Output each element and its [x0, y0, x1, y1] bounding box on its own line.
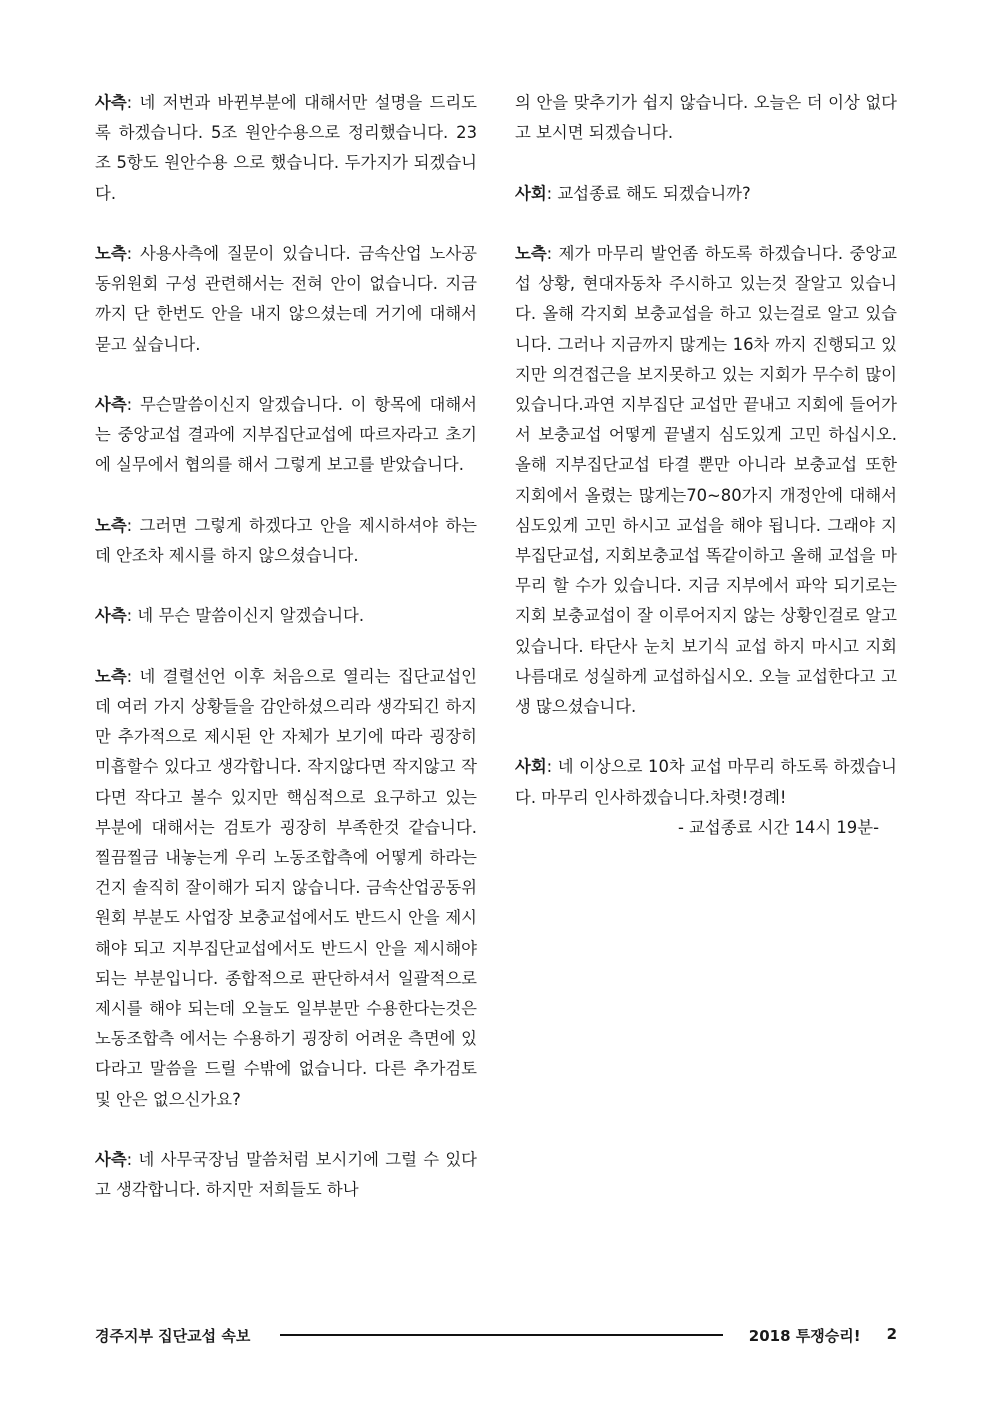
transcript-paragraph — [95, 390, 477, 481]
speaker-label: 사측 — [95, 395, 127, 414]
transcript-paragraph — [515, 752, 897, 812]
speech-text: : 무슨말씀이신지 알겠습니다. 이 항목에 대해서는 중앙교섭 결과에 지부집단교섭에 따르자라고 초기에 실무에서 협의를 해서 그렇게 보고를 받았습니다. — [95, 395, 477, 475]
speech-text: : 네 무슨 말씀이신지 알겠습니다. — [126, 606, 365, 626]
transcript-paragraph — [515, 88, 897, 148]
closing-note: - 교섭종료 시간 14시 19분- — [677, 817, 879, 837]
footer-divider — [280, 1334, 722, 1336]
speaker-label: 사측 — [95, 1150, 127, 1170]
transcript-paragraph — [95, 1145, 477, 1205]
speech-text: : 사용사측에 질문이 있습니다. 금속산업 노사공동위원회 구성 관련해서는 전혀 안이 없습니다. 지금까지 단 한번도 안을 내지 않으셨는데 거기에 대해서 묻고 싶습니다. — [95, 244, 477, 354]
speaker-label: 사측 — [95, 93, 127, 112]
footer-title: 경주지부 집단교섭 속보 — [95, 1326, 251, 1345]
transcript-paragraph — [95, 662, 477, 1115]
speaker-label: 노측 — [95, 244, 127, 263]
speaker-label: 사측 — [95, 606, 127, 626]
speaker-label: 사회 — [515, 183, 547, 203]
speech-text: : 네 저번과 바뀐부분에 대해서만 설명을 드리도록 하겠습니다. 5조 원안수용으로 정리했습니다. 23조 5항도 원안수용 으로 했습니다. 두가지가 되겠습니다. — [95, 93, 477, 203]
speaker-label: 노측 — [95, 666, 127, 686]
speech-text: : 네 이상으로 10차 교섭 마무리 하도록 하겠습니다. 마무리 인사하겠습니다.차렷!경례! — [515, 757, 897, 807]
page-footer — [95, 1320, 897, 1350]
speaker-label: 노측 — [515, 243, 547, 263]
speech-text: : 교섭종료 해도 되겠습니까? — [546, 183, 751, 203]
transcript-paragraph — [95, 511, 477, 571]
page-number: 2 — [886, 1324, 897, 1343]
speaker-label: 사회 — [515, 757, 547, 777]
left-column — [95, 88, 477, 1236]
transcript-paragraph — [95, 88, 477, 209]
transcript-paragraph — [515, 239, 897, 722]
speech-text: : 네 결렬선언 이후 처음으로 열리는 집단교섭인데 여러 가지 상황들을 감안하셨으리라 생각되긴 하지만 추가적으로 제시된 안 자체가 보기에 따라 굉장히 미흡할수 있다고 생각합니다. 작지않다면 작지않고 작다면 작다고 볼수 있지만 핵심적으로 요구하고 있는 부분에 대해서는 검토가 굉장히 부족한것 같습니다. 찔끔찔금 내놓는게 우리 노동조합측에 어떻게 하라는건지 솔직히 잘이해가 되지 않습니다. 금속산업공동위원회 부분도 사업장 보충교섭에서도 반드시 안을 제시해야 되고 지부집단교섭에서도 반드시 안을 제시해야 되는 부분입니다. 종합적으로 판단하셔서 일괄적으로 제시를 해야 되는데 오늘도 일부분만 수용한다는것은 노동조합측 에서는 수용하기 굉장히 어려운 측면에 있다라고 말씀을 드릴 수밖에 없습니다. 다른 추가검토 및 안은 없으신가요? — [95, 666, 477, 1109]
speech-text: : 네 사무국장님 말씀처럼 보시기에 그럴 수 있다고 생각합니다. 하지만 저희들도 하나 — [95, 1150, 477, 1200]
transcript-paragraph — [515, 179, 897, 209]
transcript-paragraph — [95, 601, 477, 631]
speaker-label: 노측 — [95, 515, 127, 535]
speech-text: : 제가 마무리 발언좀 하도록 하겠습니다. 중앙교섭 상황, 현대자동차 주시하고 있는것 잘알고 있습니다. 올해 각지회 보충교섭을 하고 있는걸로 알고 있습니다. 그러나 지금까지 많게는 16차 까지 진행되고 있지만 의견접근을 보지못하고 있는 지회가 무수히 많이 있습니다.과연 지부집단 교섭만 끝내고 지회에 들어가서 보충교섭 어떻게 끝낼지 심도있게 고민 하십시오. 올해 지부집단교섭 타결 뿐만 아니라 보충교섭 또한 지회에서 올렸는 많게는70~80가지 개정안에 대해서 심도있게 고민 하시고 교섭을 해야 됩니다. 그래야 지부집단교섭, 지회보충교섭 똑같이하고 올해 교섭을 마무리 할 수가 있습니다. 지금 지부에서 파악 되기로는지회 보충교섭이 잘 이루어지지 않는 상황인걸로 알고있습니다. 타단사 눈치 보기식 교섭 하지 마시고 지회 나름대로 성실하게 교섭하십시오. 오늘 교섭한다고 고생 많으셨습니다. — [515, 243, 897, 717]
speech-text: : 그러면 그렇게 하겠다고 안을 제시하셔야 하는데 안조차 제시를 하지 않으셨습니다. — [95, 515, 477, 565]
footer-slogan: 2018 투쟁승리! — [748, 1326, 861, 1345]
transcript-paragraph — [95, 239, 477, 360]
speech-text: 의 안을 맞추기가 쉽지 않습니다. 오늘은 더 이상 없다고 보시면 되겠습니다. — [515, 93, 897, 143]
footer-right — [749, 1325, 897, 1346]
right-column — [515, 88, 897, 873]
